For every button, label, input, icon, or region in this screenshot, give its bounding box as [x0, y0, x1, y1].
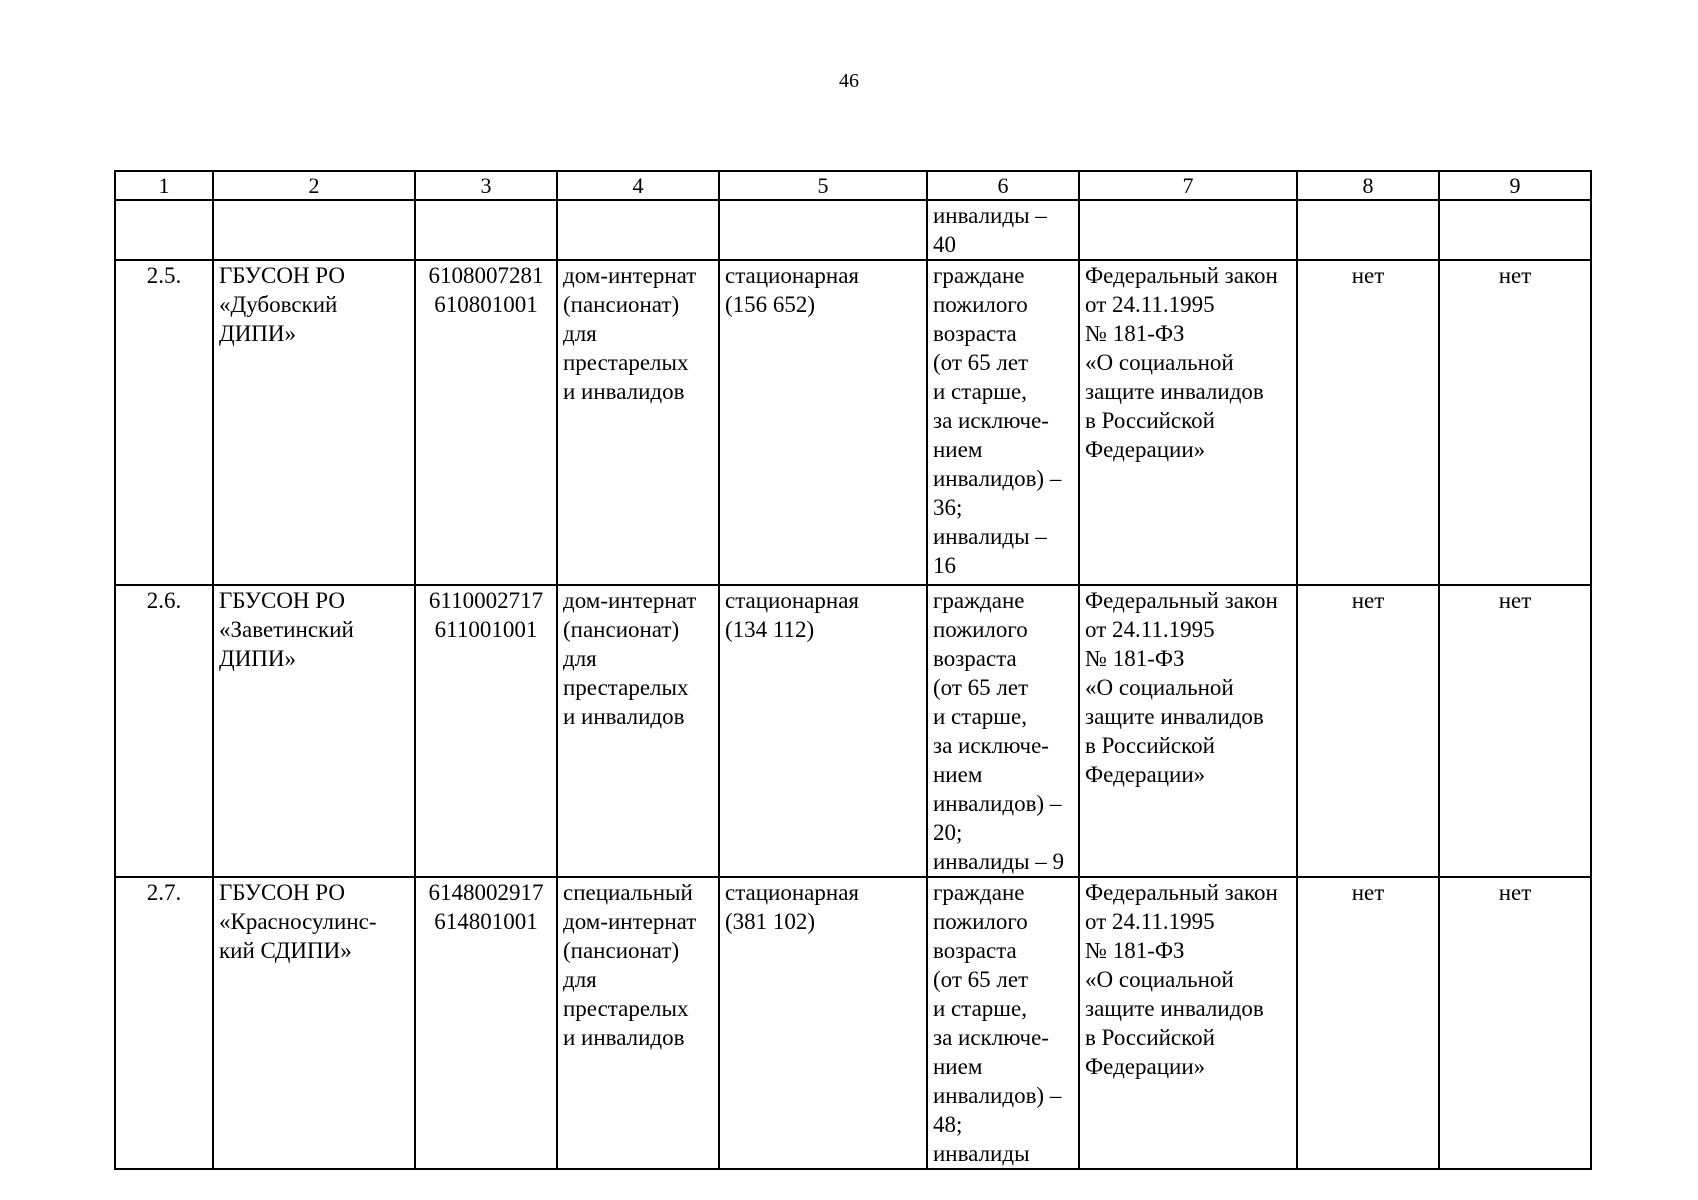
- row-number-cell: 2.5.: [115, 260, 213, 585]
- inn-kpp-cell: 6110002717 611001001: [415, 585, 557, 877]
- column-header: 7: [1079, 171, 1297, 200]
- column-8-cell: нет: [1297, 877, 1439, 1169]
- column-9-cell: нет: [1439, 260, 1591, 585]
- service-form-cell: стационарная (381 102): [719, 877, 927, 1169]
- institution-type-cell: специальный дом-интернат (пансионат) для престарелых и инвалидов: [557, 877, 719, 1169]
- table-row-continuation: [115, 200, 1591, 260]
- column-header: 8: [1297, 171, 1439, 200]
- organization-cell: ГБУСОН РО «Красносулинс- кий СДИПИ»: [213, 877, 415, 1169]
- column-8-cell: нет: [1297, 585, 1439, 877]
- law-cell: Федеральный закон от 24.11.1995 № 181-ФЗ «О социальной защите инвалидов в Российской Федерации»: [1079, 877, 1297, 1169]
- registry-table: [114, 170, 1592, 1170]
- organization-cell: ГБУСОН РО «Дубовский ДИПИ»: [213, 260, 415, 585]
- table-cell: [213, 200, 415, 260]
- table-cell: [719, 200, 927, 260]
- column-9-cell: нет: [1439, 585, 1591, 877]
- column-header: 4: [557, 171, 719, 200]
- category-cell: граждане пожилого возраста (от 65 лет и старше, за исключе- нием инвалидов) – 48; инвалиды: [927, 877, 1079, 1169]
- category-cell: граждане пожилого возраста (от 65 лет и старше, за исключе- нием инвалидов) – 20; инвалиды – 9: [927, 585, 1079, 877]
- column-header: 5: [719, 171, 927, 200]
- table-row: [115, 585, 1591, 877]
- inn-kpp-cell: 6148002917 614801001: [415, 877, 557, 1169]
- column-8-cell: нет: [1297, 260, 1439, 585]
- column-9-cell: нет: [1439, 877, 1591, 1169]
- organization-cell: ГБУСОН РО «Заветинский ДИПИ»: [213, 585, 415, 877]
- law-cell: Федеральный закон от 24.11.1995 № 181-ФЗ «О социальной защите инвалидов в Российской Федерации»: [1079, 585, 1297, 877]
- law-cell: Федеральный закон от 24.11.1995 № 181-ФЗ «О социальной защите инвалидов в Российской Федерации»: [1079, 260, 1297, 585]
- column-header: 6: [927, 171, 1079, 200]
- institution-type-cell: дом-интернат (пансионат) для престарелых и инвалидов: [557, 260, 719, 585]
- column-header: 1: [115, 171, 213, 200]
- row-number-cell: 2.7.: [115, 877, 213, 1169]
- column-header: 3: [415, 171, 557, 200]
- table-row: [115, 877, 1591, 1169]
- table-cell: [1079, 200, 1297, 260]
- column-header: 2: [213, 171, 415, 200]
- service-form-cell: стационарная (156 652): [719, 260, 927, 585]
- column-header: 9: [1439, 171, 1591, 200]
- institution-type-cell: дом-интернат (пансионат) для престарелых и инвалидов: [557, 585, 719, 877]
- table-cell: [1297, 200, 1439, 260]
- table-header-row: [115, 171, 1591, 200]
- row-number-cell: 2.6.: [115, 585, 213, 877]
- table-cell: [115, 200, 213, 260]
- table-cell: [557, 200, 719, 260]
- table-cell: [1439, 200, 1591, 260]
- table-row: [115, 260, 1591, 585]
- category-cell: инвалиды – 40: [927, 200, 1079, 260]
- table-cell: [415, 200, 557, 260]
- service-form-cell: стационарная (134 112): [719, 585, 927, 877]
- category-cell: граждане пожилого возраста (от 65 лет и старше, за исключе- нием инвалидов) – 36; инвалиды – 16: [927, 260, 1079, 585]
- inn-kpp-cell: 6108007281 610801001: [415, 260, 557, 585]
- page-number: 46: [839, 70, 859, 92]
